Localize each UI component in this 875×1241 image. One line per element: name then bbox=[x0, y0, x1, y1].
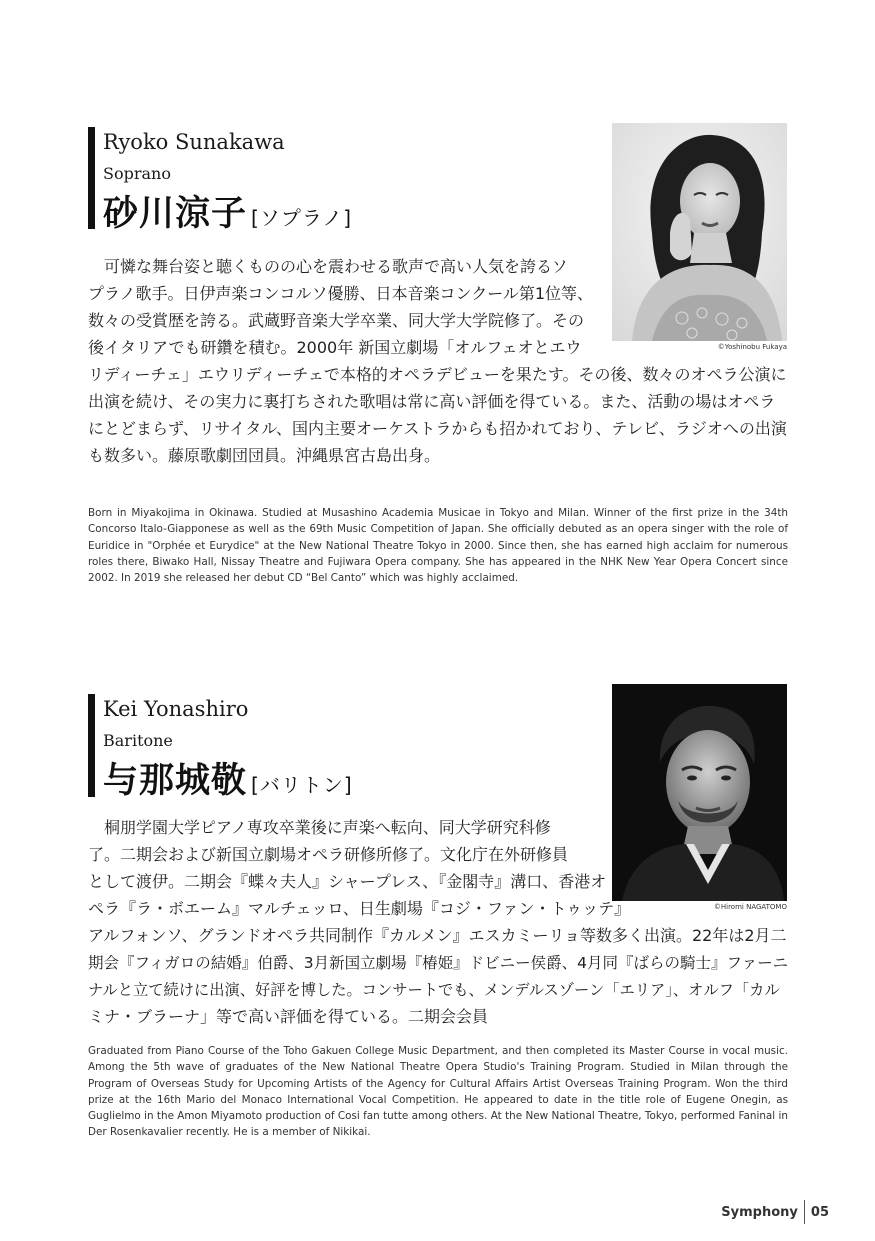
biography-line: も数多い。藤原歌劇団団員。沖縄県宮古島出身。 bbox=[88, 446, 441, 465]
biography-line: プラノ歌手。日伊声楽コンコルソ優勝、日本音楽コンクール第1位等、 bbox=[88, 284, 594, 303]
artist-name-english: Ryoko Sunakawa bbox=[103, 130, 285, 154]
artist-photo-image bbox=[612, 123, 787, 341]
biography-english: Graduated from Piano Course of the Toho Gakuen College Music Department, and then completed its Master Course in vocal music. Among the 5th wave of graduates of the New National Theatre Opera Studio's Training Program. Studied in Milan through the Program of Overseas Study for Upcoming Artists of the Agency for Cultural Affairs Artist Overseas Training Program. Won the third prize at the 16th Mario del Monaco International Vocal Competition. He appeared to date in the title role of Eugene Onegin, as Guglielmo in the Amon Miyamoto production of Cosi fan tutte among others. At the New National Theatre, Tokyo, performed Faninal in Der Rosenkavalier recently. He is a member of Nikikai. bbox=[88, 1045, 788, 1139]
biography-line: 後イタリアでも研鑽を積む。2000年 新国立劇場「オルフェオとエウ bbox=[88, 338, 582, 357]
biography-line: ペラ『ラ・ボエーム』マルチェッロ、日生劇場『コジ・ファン・トゥッテ』 bbox=[88, 899, 631, 918]
heading-accent-bar bbox=[88, 127, 95, 229]
biography-line: ナルと立て続けに出演、好評を博した。コンサートでも、メンデルスゾーン「エリア」、オルフ「カル bbox=[88, 981, 780, 999]
artist-photo-image bbox=[612, 684, 787, 901]
biography-line: として渡伊。二期会『蝶々夫人』シャープレス、『金閣寺』溝口、香港オ bbox=[88, 872, 607, 891]
heading-accent-bar bbox=[88, 694, 95, 797]
artist-name-japanese bbox=[103, 186, 352, 236]
artist-name-japanese bbox=[103, 753, 353, 803]
biography-line: 出演を続け、その実力に裏打ちされた歌唱は常に高い評価を得ている。また、活動の場はオペラ bbox=[88, 392, 776, 411]
artist-name-japanese-text: 与那城敬 bbox=[103, 761, 248, 801]
publication-name: Symphony bbox=[721, 1204, 798, 1220]
biography-english: Born in Miyakojima in Okinawa. Studied at Musashino Academia Musicae in Tokyo and Milan. Winner of the first prize in the 34th Concorso Italo-Giapponese as well as the 69th Music Competition of Japan. She officially debuted as an opera singer with the role of Euridice in "Orphée et Eurydice" at the New National Theatre Tokyo in 2000. Since then, she has earned high acclaim for numerous roles there, Biwako Hall, Nissay Theatre and Fujiwara Opera company. She has appeared in the NHK New Year Opera Concert since 2002. In 2019 she released her debut CD “Bel Canto” which was highly acclaimed. bbox=[88, 507, 788, 585]
biography-line: にとどまらず、リサイタル、国内主要オーケストラからも招かれており、テレビ、ラジオへの出演 bbox=[88, 419, 787, 438]
biography-line: リディーチェ」エウリディーチェで本格的オペラデビューを果たす。その後、数々のオペラ公演に bbox=[88, 365, 787, 384]
biography-line: 数々の受賞歴を誇る。武蔵野音楽大学卒業、同大学大学院修了。その bbox=[88, 311, 585, 330]
biography-line: 了。二期会および新国立劇場オペラ研修所修了。文化庁在外研修員 bbox=[88, 845, 569, 864]
page-number: 05 bbox=[810, 1204, 829, 1220]
biography-line: 桐朋学園大学ピアノ専攻卒業後に声楽へ転向、同大学研究科修 bbox=[88, 818, 551, 837]
photo-credit: ©Yoshinobu Fukaya bbox=[717, 343, 787, 351]
biography-line: アルフォンソ、グランドオペラ共同制作『カルメン』エスカミーリョ等数多く出演。22年は2月二 bbox=[88, 926, 787, 945]
artist-name-japanese-text: 砂川涼子 bbox=[103, 194, 248, 234]
biography-line: ミナ・ブラーナ」等で高い評価を得ている。二期会会員 bbox=[88, 1007, 489, 1026]
artist-name-english: Kei Yonashiro bbox=[103, 697, 249, 721]
artist-role-english: Baritone bbox=[103, 731, 173, 750]
biography-line: 可憐な舞台姿と聴くものの心を震わせる歌声で高い人気を誇るソ bbox=[88, 257, 568, 276]
artist-role-japanese: [ソプラノ] bbox=[251, 206, 353, 230]
photo-credit: ©Hiromi NAGATOMO bbox=[713, 903, 787, 911]
biography-line: 期会『フィガロの結婚』伯爵、3月新国立劇場『椿姫』ドビニー侯爵、4月同『ばらの騎士』ファーニ bbox=[88, 954, 789, 972]
artist-photo bbox=[612, 684, 787, 901]
artist-photo bbox=[612, 123, 787, 341]
artist-role-english: Soprano bbox=[103, 164, 171, 183]
footer-divider bbox=[804, 1200, 805, 1224]
artist-role-japanese: [バリトン] bbox=[251, 773, 353, 797]
page-footer bbox=[721, 1199, 829, 1225]
